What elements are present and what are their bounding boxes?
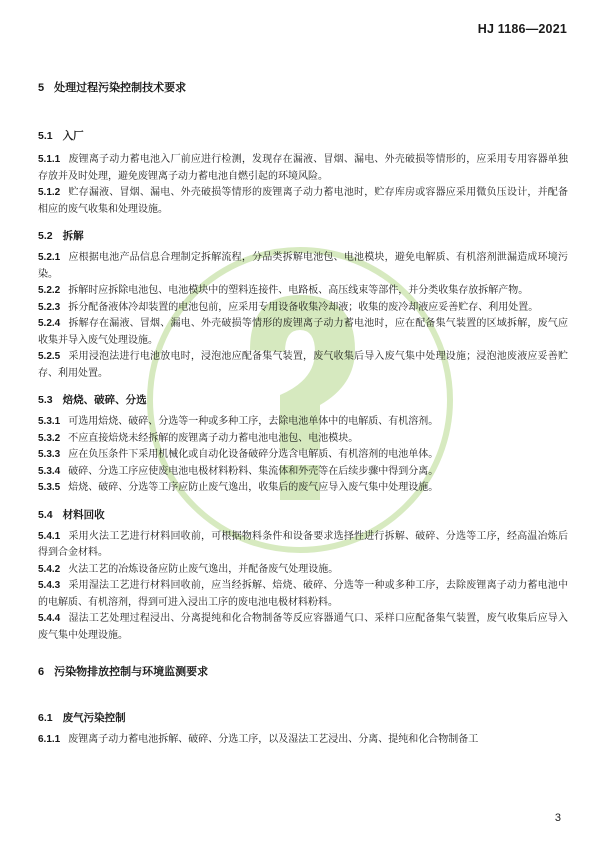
clause-5-3-2: 5.3.2 不应直接焙烧未经拆解的废锂离子动力蓄电池电池包、电池模块。 (38, 432, 359, 444)
clause-5-2-3: 5.2.3 拆分配备液体冷却装置的电池包前，应采用专用设备收集冷却液；收集的废冷却液应妥善贮存、利用处置。 (38, 301, 539, 313)
section-5-4-heading: 5.4 材料回收 (38, 508, 105, 521)
section-6-1-heading: 6.1 废气污染控制 (38, 712, 126, 724)
clause-6-1-1: 6.1.1 废锂离子动力蓄电池拆解、破碎、分选工序，以及湿法工艺浸出、分离、提纯和化合物制备工 (38, 734, 479, 745)
clause-5-2-4: 5.2.4 拆解存在漏液、冒烟、漏电、外壳破损等情形的废锂离子动力蓄电池时，应在配备集气装置的区域拆解，废气应收集并导入废气处理设施。 (38, 318, 568, 346)
clause-5-3-1: 5.3.1 可选用焙烧、破碎、分选等一种或多种工序，去除电池单体中的电解质、有机溶剂。 (38, 416, 439, 427)
clause-5-4-3: 5.4.3 采用湿法工艺进行材料回收前，应当经拆解、焙烧、破碎、分选等一种或多种工序，去除废锂离子动力蓄电池中的电解质、有机溶剂，得到可进入浸出工序的废电池电极材料粉料。 (38, 580, 568, 608)
page-number: 3 (554, 812, 561, 824)
clause-5-2-5: 5.2.5 采用浸泡法进行电池放电时，浸泡池应配备集气装置，废气收集后导入废气集中处理设施；浸泡池废液应妥善贮存、利用处置。 (38, 351, 568, 379)
chapter-6-heading: 6 污染物排放控制与环境监测要求 (38, 665, 209, 678)
clause-5-1-1: 5.1.1 废锂离子动力蓄电池入厂前应进行检测，发现存在漏液、冒烟、漏电、外壳破损等情形的，应采用专用容器单独存放并及时处理，避免废锂离子动力蓄电池自燃引起的环境风险。 (38, 154, 568, 182)
clause-5-2-1: 5.2.1 应根据电池产品信息合理制定拆解流程，分品类拆解电池包、电池模块，避免电解质、有机溶剂泄漏造成环境污染。 (38, 252, 568, 280)
clause-5-3-4: 5.3.4 破碎、分选工序应使废电池电极材料粉料、集流体和外壳等在后续步骤中得到分离。 (38, 465, 439, 477)
section-5-3-heading: 5.3 焙烧、破碎、分选 (38, 394, 147, 406)
chapter-5-heading: 5 处理过程污染控制技术要求 (38, 81, 187, 94)
clause-5-1-2: 5.1.2 贮存漏液、冒烟、漏电、外壳破损等情形的废锂离子动力蓄电池时，贮存库房或容器应采用微负压设计，并配备相应的废气收集和处理设施。 (38, 187, 568, 215)
clause-5-4-4: 5.4.4 湿法工艺处理过程浸出、分离提纯和化合物制备等反应容器通气口、采样口应配备集气装置，废气收集后应导入废气集中处理设施。 (38, 613, 568, 641)
clause-5-4-2: 5.4.2 火法工艺的冶炼设备应防止废气逸出，并配备废气处理设施。 (38, 563, 339, 575)
clause-5-3-3: 5.3.3 应在负压条件下采用机械化或自动化设备破碎分选含电解质、有机溶剂的电池单体。 (38, 449, 439, 460)
standard-code: HJ 1186—2021 (477, 22, 567, 36)
section-5-1-heading: 5.1 入厂 (38, 130, 84, 142)
clause-5-3-5: 5.3.5 焙烧、破碎、分选等工序应防止废气逸出，收集后的废气应导入废气集中处理设施。 (38, 482, 439, 493)
document-body (38, 70, 568, 749)
clause-5-4-1: 5.4.1 采用火法工艺进行材料回收前，可根据物料条件和设备要求选择性进行拆解、破碎、分选等工序，经高温冶炼后得到合金材料。 (38, 530, 568, 558)
section-5-2-heading: 5.2 拆解 (38, 230, 84, 242)
clause-5-2-2: 5.2.2 拆解时应拆除电池包、电池模块中的塑料连接件、电路板、高压线束等部件，并分类收集存放拆解产物。 (38, 285, 529, 296)
